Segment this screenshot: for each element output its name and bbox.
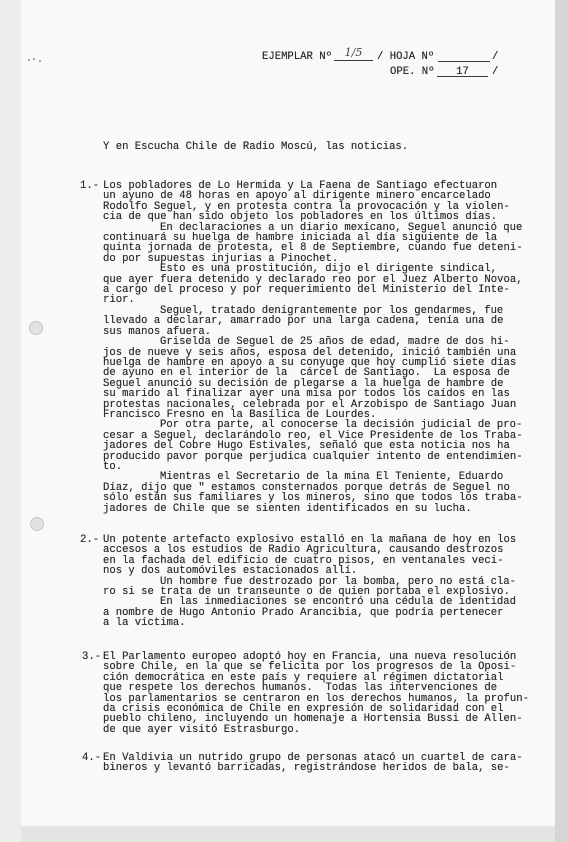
- paragraph: [103, 264, 523, 306]
- text-line: sobre Chile, en la que se felicita por los progresos de la Oposi-: [103, 661, 517, 674]
- item-number: 2.-: [80, 534, 100, 546]
- scan-border-bottom: [21, 826, 555, 842]
- text-line: nos y dos automóviles estacionados allí.: [103, 565, 358, 578]
- text-line: cia de que han sido objeto los pobladores en los últimos días.: [103, 211, 498, 224]
- paragraph: [103, 223, 523, 265]
- text-line: jadores del Cobre Hugo Estivales, señaló que esta noticia nos ha: [103, 440, 510, 453]
- text-line: Rodolfo Seguel, y en protesta contra la provocación y la violen-: [103, 200, 510, 213]
- intro-line: Y en Escucha Chile de Radio Moscú, las noticias.: [103, 141, 409, 153]
- item-number: 4.-: [82, 752, 102, 764]
- item-body: [103, 753, 523, 774]
- item-body: [103, 181, 523, 514]
- paragraph: [103, 337, 523, 420]
- text-line: to.: [103, 460, 123, 473]
- scan-smudge: [28, 58, 42, 62]
- text-line: Los pobladores de Lo Hermida y La Faena de Santiago efectuaron: [103, 180, 498, 192]
- text-line: a la víctima.: [103, 617, 186, 630]
- text-line: rior.: [103, 294, 135, 307]
- paragraph: [103, 535, 516, 577]
- text-line: los parlamentarios se centraron en los derechos humanos, la profun-: [103, 692, 529, 705]
- text-line: do por supuestas injurias a Pinochet.: [103, 252, 339, 265]
- text-line: quinta jornada de protesta, el 8 de Septiembre, cuando fue deteni-: [103, 242, 523, 255]
- text-line: un ayuno de 48 horas en apoyo al dirigente minero encarcelado: [103, 190, 491, 203]
- paragraph: [103, 472, 523, 514]
- text-line: Por otra parte, al conocerse la decisión judicial de pro-: [160, 419, 523, 432]
- text-line: Mientras el Secretario de la mina El Teniente, Eduardo: [160, 471, 504, 484]
- text-line: jadores de Chile que se sienten identificados en su lucha.: [103, 502, 472, 515]
- item-body: [103, 652, 529, 735]
- ope-value: 17: [437, 67, 488, 77]
- text-line: cesar a Seguel, declarándolo reo, el Vice Presidente de los Traba-: [103, 429, 523, 442]
- paragraph: [103, 181, 523, 223]
- scan-border-left: [0, 0, 21, 842]
- item-number: 1.-: [80, 180, 100, 192]
- text-line: En Valdivia un nutrido grupo de personas atacó un cuartel de cara-: [103, 752, 523, 764]
- text-line: sólo están sus familiares y los mineros, sino que todos los traba-: [103, 492, 523, 505]
- text-line: Francisco Fresno en la Basílica de Lourdes.: [103, 408, 377, 421]
- paragraph: [103, 420, 523, 472]
- ope-end: /: [492, 66, 499, 78]
- ope-label: OPE. Nº: [390, 66, 435, 78]
- paragraph: [103, 753, 523, 774]
- text-line: Esto es una prostitución, dijo el dirigente sindical,: [160, 263, 497, 276]
- hoja-end: /: [492, 51, 499, 63]
- text-line: Seguel, tratado denigrantemente por los gendarmes, fue: [160, 304, 504, 317]
- text-line: de que ayer visitó Estrasburgo.: [103, 723, 301, 736]
- text-line: Seguel anunció su decisión de plegarse a la huelga de hambre de: [103, 377, 504, 390]
- text-line: En las inmediaciones se encontró una cédula de identidad: [160, 596, 517, 609]
- text-line: llevado a declarar, amarrado por una larga cadena, tenía una de: [103, 315, 504, 328]
- ejemplar-value: 1/5: [334, 47, 373, 61]
- hoja-label: / HOJA Nº: [377, 51, 435, 63]
- text-line: producido pavor porque perjudica cualquier intento de entendimien-: [103, 450, 523, 463]
- punch-hole-lower: [30, 517, 44, 531]
- text-line: a nombre de Hugo Antonio Prado Arancibia, que podría pertenecer: [103, 606, 504, 619]
- text-line: da crisis económica de Chile en expresión de solidaridad con el: [103, 703, 504, 716]
- text-line: Un potente artefacto explosivo estalló en la mañana de hoy en los: [103, 534, 517, 546]
- text-line: Díaz, dijo que " estamos consternados porque detrás de Seguel no: [103, 481, 510, 494]
- text-line: El Parlamento europeo adoptó hoy en Francia, una nueva resolución: [103, 651, 517, 663]
- scan-border-right: [555, 0, 567, 842]
- text-line: sus manos afuera.: [103, 325, 212, 338]
- text-line: de ayuno en el interior de la cárcel de Santiago. La esposa de: [103, 367, 510, 380]
- hoja-blank: [438, 52, 490, 62]
- text-line: jos de nueve y seis años, esposa del detenido, inició también una: [103, 346, 517, 359]
- text-line: accesos a los estudios de Radio Agricultura, causando destrozos: [103, 544, 504, 557]
- item-body: [103, 535, 516, 629]
- paragraph: [103, 652, 529, 735]
- text-line: en la fachada del edificio de cuatro pisos, en ventanales veci-: [103, 554, 504, 567]
- text-line: Un hombre fue destrozado por la bomba, pero no está cla-: [160, 575, 517, 588]
- item-number: 3.-: [82, 651, 102, 663]
- text-line: ro si se trata de un transeunte o de quien portaba el explosivo.: [103, 586, 510, 599]
- paragraph: [103, 306, 523, 337]
- ejemplar-label: EJEMPLAR Nº: [262, 51, 332, 63]
- paragraph: [103, 577, 516, 598]
- text-line: ción democrática en este país y requiere al régimen dictatorial: [103, 671, 504, 684]
- paragraph: [103, 597, 516, 628]
- text-line: protestas nacionales, celebrada por el Arzobispo de Santiago Juan: [103, 398, 517, 411]
- punch-hole-upper: [29, 321, 43, 335]
- text-line: pueblo chileno, incluyendo un homenaje a Hortensia Bussi de Allen-: [103, 713, 523, 726]
- text-line: que ayer fuera detenido y declarado reo por el Juez Alberto Novoa,: [103, 273, 523, 286]
- text-line: huelga de hambre en apoyo a su conyuge que hoy cumplió siete días: [103, 356, 517, 369]
- text-line: a cargo del proceso y por requerimiento del Ministerio del Inte-: [103, 284, 510, 297]
- text-line: bineros y levantó barricadas, registrándose heridos de bala, se-: [103, 762, 510, 775]
- text-line: continuará su huelga de hambre iniciada al día siguiente de la: [103, 232, 498, 245]
- text-line: En declaraciones a un diario mexicano, Seguel anunció que: [160, 221, 523, 234]
- text-line: Griselda de Seguel de 25 años de edad, madre de dos hi-: [160, 336, 510, 349]
- text-line: su marido al finalizar ayer una misa por todos los caídos en las: [103, 388, 510, 401]
- text-line: que respete los derechos humanos. Todas las intervenciones de: [103, 682, 498, 695]
